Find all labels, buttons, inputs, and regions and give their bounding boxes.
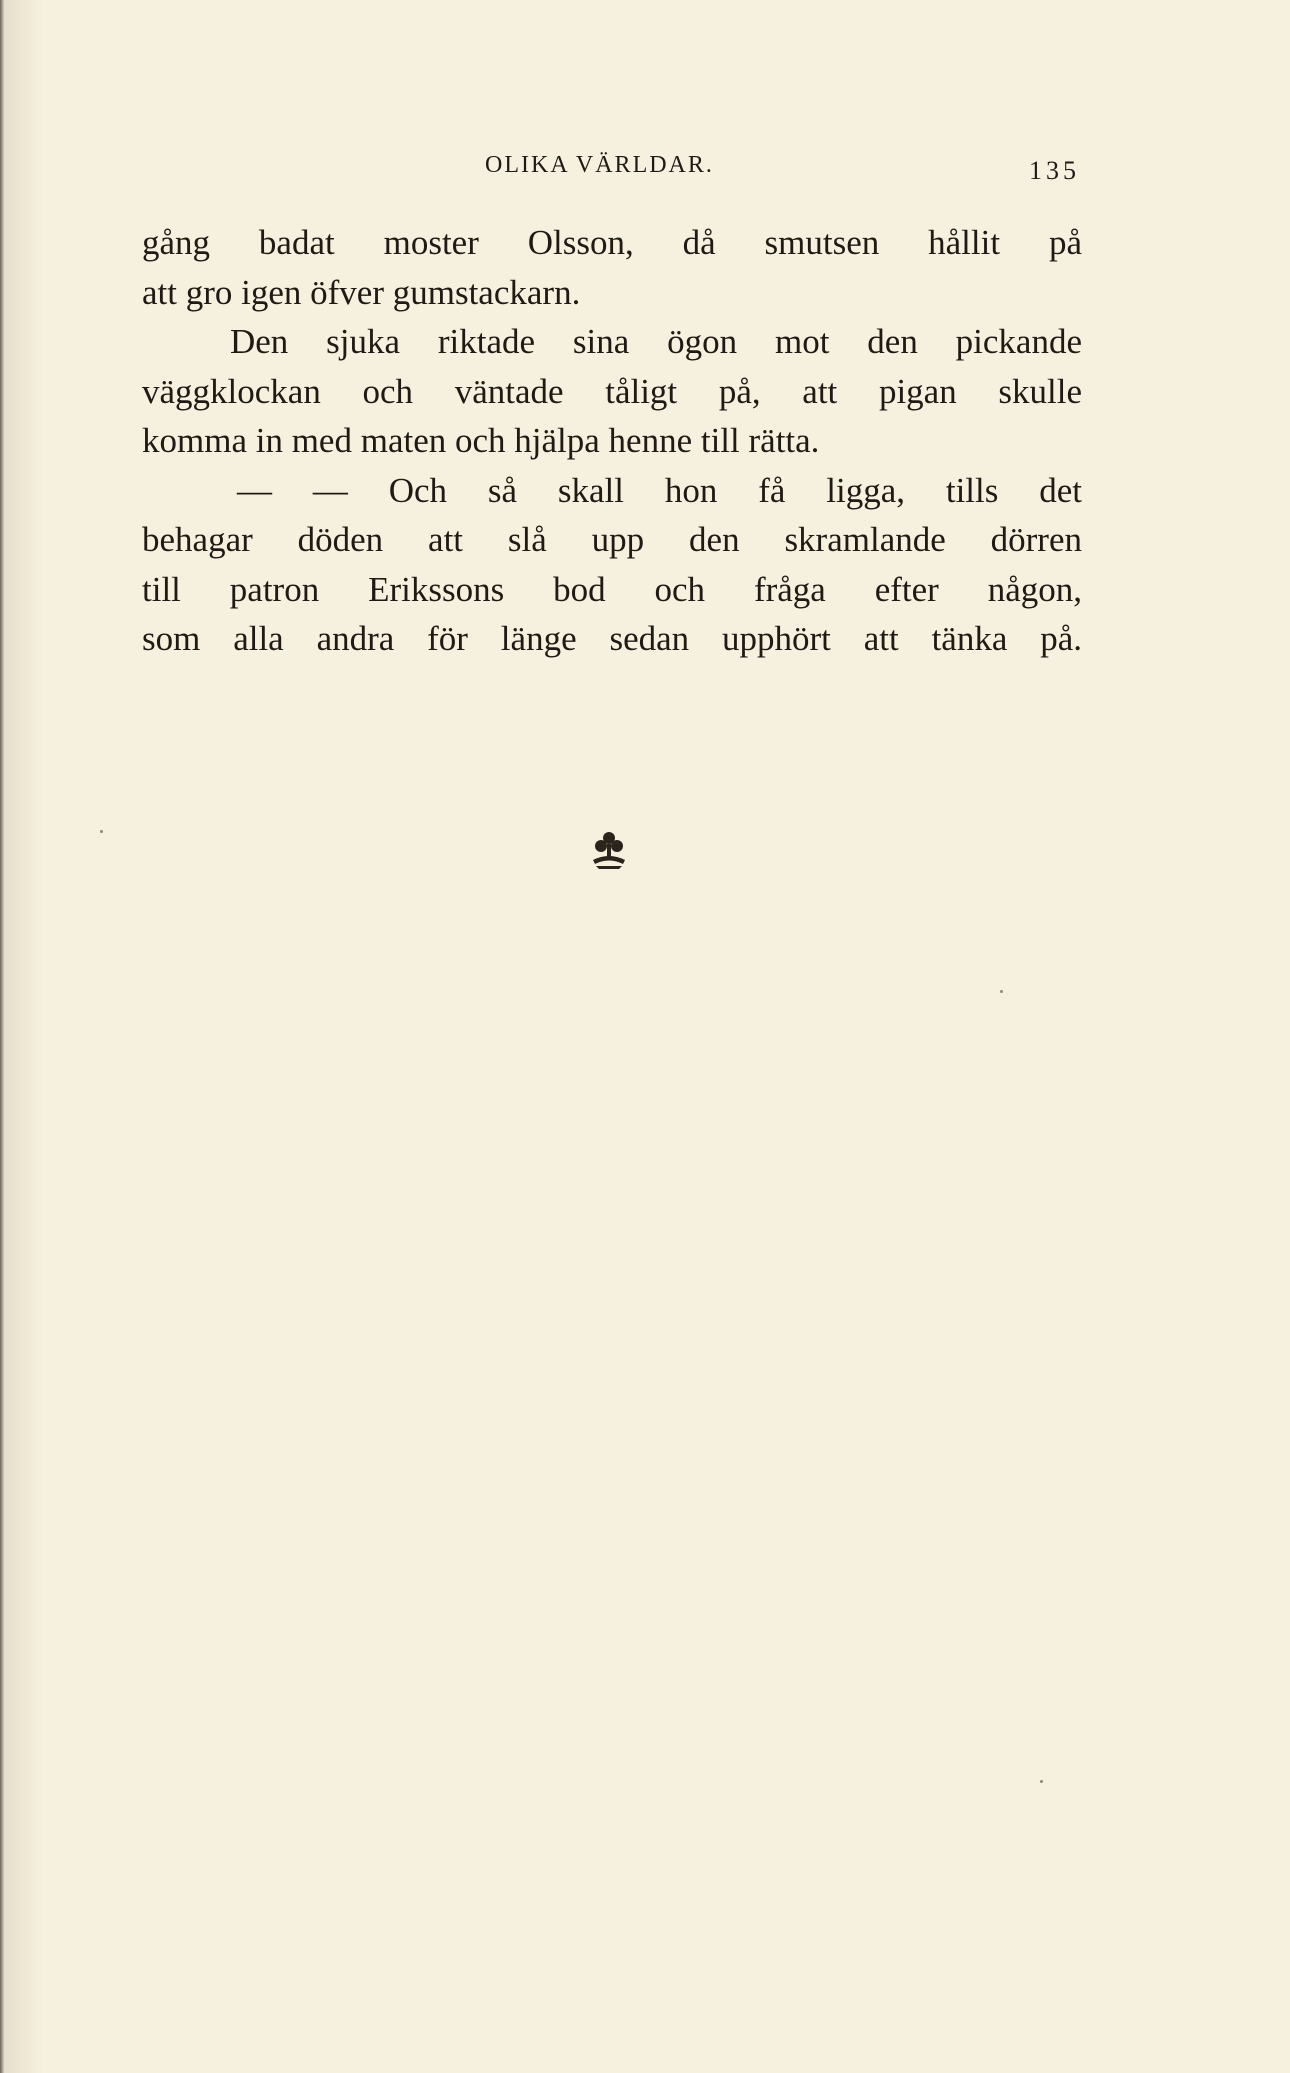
text-line-3: Den sjuka riktade sina ögon mot den pickande bbox=[230, 322, 1082, 361]
page-gutter-shade bbox=[4, 0, 44, 2073]
page-number: 135 bbox=[1029, 156, 1080, 185]
text-line-8: till patron Erikssons bod och fråga efter någon, bbox=[142, 569, 1082, 609]
printers-ornament-icon bbox=[584, 826, 634, 876]
text-line-7: behagar döden att slå upp den skramlande dörren bbox=[142, 520, 1082, 559]
text-line-9: som alla andra för länge sedan upphört att tänka på. bbox=[142, 619, 1082, 658]
text-line-1: gång badat moster Olsson, då smutsen hållit på bbox=[142, 223, 1082, 262]
running-head bbox=[140, 152, 1080, 192]
paper-speck bbox=[1000, 990, 1003, 993]
paper-speck bbox=[100, 830, 103, 833]
text-line-4: väggklockan och väntade tåligt på, att pigan skulle bbox=[142, 371, 1082, 411]
text-line-2: att gro igen öfver gumstackarn. bbox=[142, 272, 581, 312]
paper-speck bbox=[1040, 1780, 1043, 1783]
running-title: OLIKA VÄRLDAR. bbox=[485, 152, 714, 178]
text-line-5: komma in med maten och hjälpa henne till rätta. bbox=[142, 421, 820, 460]
text-line-6: — — Och så skall hon få ligga, tills det bbox=[237, 470, 1082, 510]
body-text bbox=[142, 218, 1082, 664]
